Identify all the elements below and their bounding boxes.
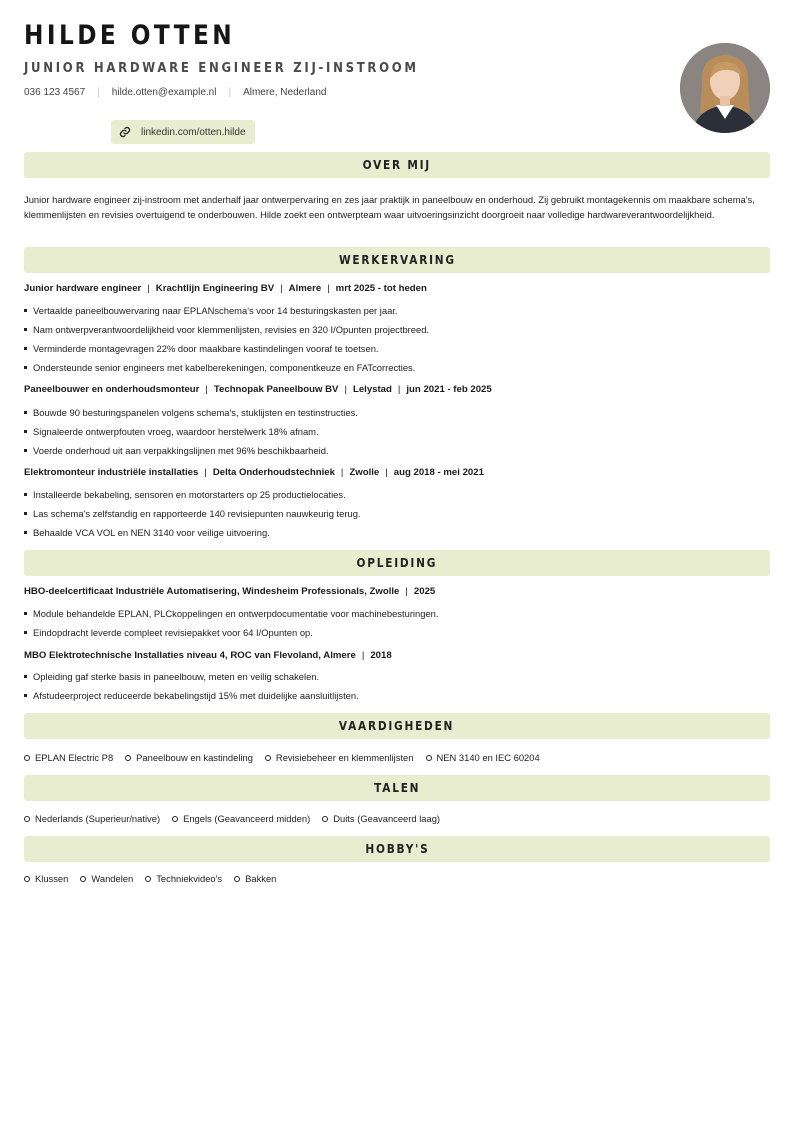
location-text: Almere, Nederland (243, 87, 327, 98)
job-city: Zwolle (349, 467, 380, 478)
job-company: Delta Onderhoudstechniek (212, 467, 335, 478)
candidate-name: HILDE OTTEN (24, 20, 236, 51)
linkedin-chip[interactable] (111, 120, 255, 144)
hobby-item: Bakken (234, 873, 276, 884)
skill-item: EPLAN Electric P8 (24, 752, 113, 763)
list-item: Eindopdracht leverde compleet revisiepakket voor 64 I/Opunten op. (24, 627, 313, 638)
language-item: Engels (Geavanceerd midden) (172, 813, 310, 824)
languages-list (24, 813, 452, 824)
hobby-item: Wandelen (80, 873, 133, 884)
job-city: Lelystad (352, 384, 392, 395)
education-heading: HBO-deelcertificaat Industriële Automatisering, Windesheim Professionals, Zwolle | 2025 (24, 586, 436, 597)
section-header-hobbies (24, 836, 770, 862)
job-period: aug 2018 - mei 2021 (393, 467, 484, 478)
contact-line (24, 87, 326, 98)
avatar (680, 43, 770, 133)
section-header-about (24, 152, 770, 178)
job-period: jun 2021 - feb 2025 (406, 384, 492, 395)
job-company: Technopak Paneelbouw BV (213, 384, 339, 395)
section-title: VAARDIGHEDEN (339, 719, 455, 733)
list-item: Las schema's zelfstandig en rapporteerde 140 revisiepunten nauwkeurig terug. (24, 508, 361, 519)
list-item: Ondersteunde senior engineers met kabelberekeningen, componentkeuze en FATcorrecties. (24, 362, 415, 373)
hobby-item: Techniekvideo's (145, 873, 222, 884)
list-item: Bouwde 90 besturingspanelen volgens schema's, stuklijsten en testinstructies. (24, 407, 358, 418)
link-icon (119, 126, 131, 138)
contact-divider: | (228, 87, 232, 98)
section-header-experience (24, 247, 770, 273)
list-item: Installeerde bekabeling, sensoren en motorstarters op 25 productielocaties. (24, 489, 346, 500)
list-item: Verminderde montagevragen 22% door maakbare kastindelingen vooraf te toetsen. (24, 343, 379, 354)
hobbies-list (24, 873, 288, 884)
education-title: HBO-deelcertificaat Industriële Automatisering, Windesheim Professionals, Zwolle (24, 586, 400, 597)
education-title: MBO Elektrotechnische Installaties niveau 4, ROC van Flevoland, Almere (24, 650, 356, 661)
list-item: Behaalde VCA VOL en NEN 3140 voor veilige uitvoering. (24, 527, 270, 538)
contact-divider: | (97, 87, 100, 98)
job-company: Krachtlijn Engineering BV (155, 283, 275, 294)
list-item: Nam ontwerpverantwoordelijkheid voor klemmenlijsten, revisies en 320 I/Opunten projectbreed. (24, 324, 429, 335)
language-item: Nederlands (Superieur/native) (24, 813, 160, 824)
list-item: Signaleerde ontwerpfouten vroeg, waardoor herstelwerk 18% afnam. (24, 426, 319, 437)
about-text: Junior hardware engineer zij-instroom met anderhalf jaar ontwerpervaring en zes jaar praktijk in paneelbouw en onderhoud. Zij gebruikt montagekennis om maakbare schema's, klemmenlijsten en revisies overtuigend te onderbouwen. Hilde zoekt een ontwerpteam waar uitvoeringsinzicht doorgroeit naar volledige hardwareverantwoordelijkheid. (24, 194, 755, 220)
email-text[interactable]: hilde.otten@example.nl (111, 87, 217, 98)
job-period: mrt 2025 - tot heden (335, 283, 427, 294)
section-title: HOBBY'S (364, 842, 430, 856)
section-header-education (24, 550, 770, 576)
hobby-item: Klussen (24, 873, 68, 884)
section-title: TALEN (373, 781, 421, 795)
job-heading: Junior hardware engineer | Krachtlijn Engineering BV | Almere | mrt 2025 - tot heden (24, 283, 427, 294)
job-role: Elektromonteur industriële installaties (24, 467, 199, 478)
linkedin-text[interactable]: linkedin.com/otten.hilde (141, 126, 246, 138)
job-role: Paneelbouwer en onderhoudsmonteur (24, 384, 200, 395)
job-heading: Paneelbouwer en onderhoudsmonteur | Technopak Paneelbouw BV | Lelystad | jun 2021 - feb 2025 (24, 384, 492, 395)
job-heading: Elektromonteur industriële installaties | Delta Onderhoudstechniek | Zwolle | aug 2018 - mei 2021 (24, 467, 484, 478)
list-item: Vertaalde paneelbouwervaring naar EPLANschema's voor 14 besturingskasten per jaar. (24, 305, 398, 316)
language-item: Duits (Geavanceerd laag) (322, 813, 440, 824)
section-header-languages (24, 775, 770, 801)
job-role: Junior hardware engineer (24, 283, 142, 294)
section-title: OPLEIDING (356, 556, 438, 570)
list-item: Module behandelde EPLAN, PLCkoppelingen en ontwerpdocumentatie voor machinebesturingen. (24, 608, 438, 619)
job-city: Almere (288, 283, 322, 294)
skill-item: Paneelbouw en kastindeling (125, 752, 253, 763)
education-heading: MBO Elektrotechnische Installaties niveau 4, ROC van Flevoland, Almere | 2018 (24, 650, 392, 661)
education-year: 2025 (413, 586, 436, 597)
candidate-role: JUNIOR HARDWARE ENGINEER ZIJ-INSTROOM (24, 61, 419, 76)
skill-item: Revisiebeheer en klemmenlijsten (265, 752, 414, 763)
skill-item: NEN 3140 en IEC 60204 (426, 752, 540, 763)
list-item: Afstudeerproject reduceerde bekabelingstijd 15% met duidelijke aansluitlijsten. (24, 690, 359, 701)
education-year: 2018 (370, 650, 392, 661)
phone-text: 036 123 4567 (24, 87, 86, 98)
section-title: OVER MIJ (362, 158, 432, 172)
section-title: WERKERVARING (338, 253, 456, 267)
list-item: Voerde onderhoud uit aan verpakkingslijnen met 96% beschikbaarheid. (24, 445, 329, 456)
skills-list (24, 752, 552, 763)
list-item: Opleiding gaf sterke basis in paneelbouw, meten en veilig schakelen. (24, 671, 319, 682)
section-header-skills (24, 713, 770, 739)
